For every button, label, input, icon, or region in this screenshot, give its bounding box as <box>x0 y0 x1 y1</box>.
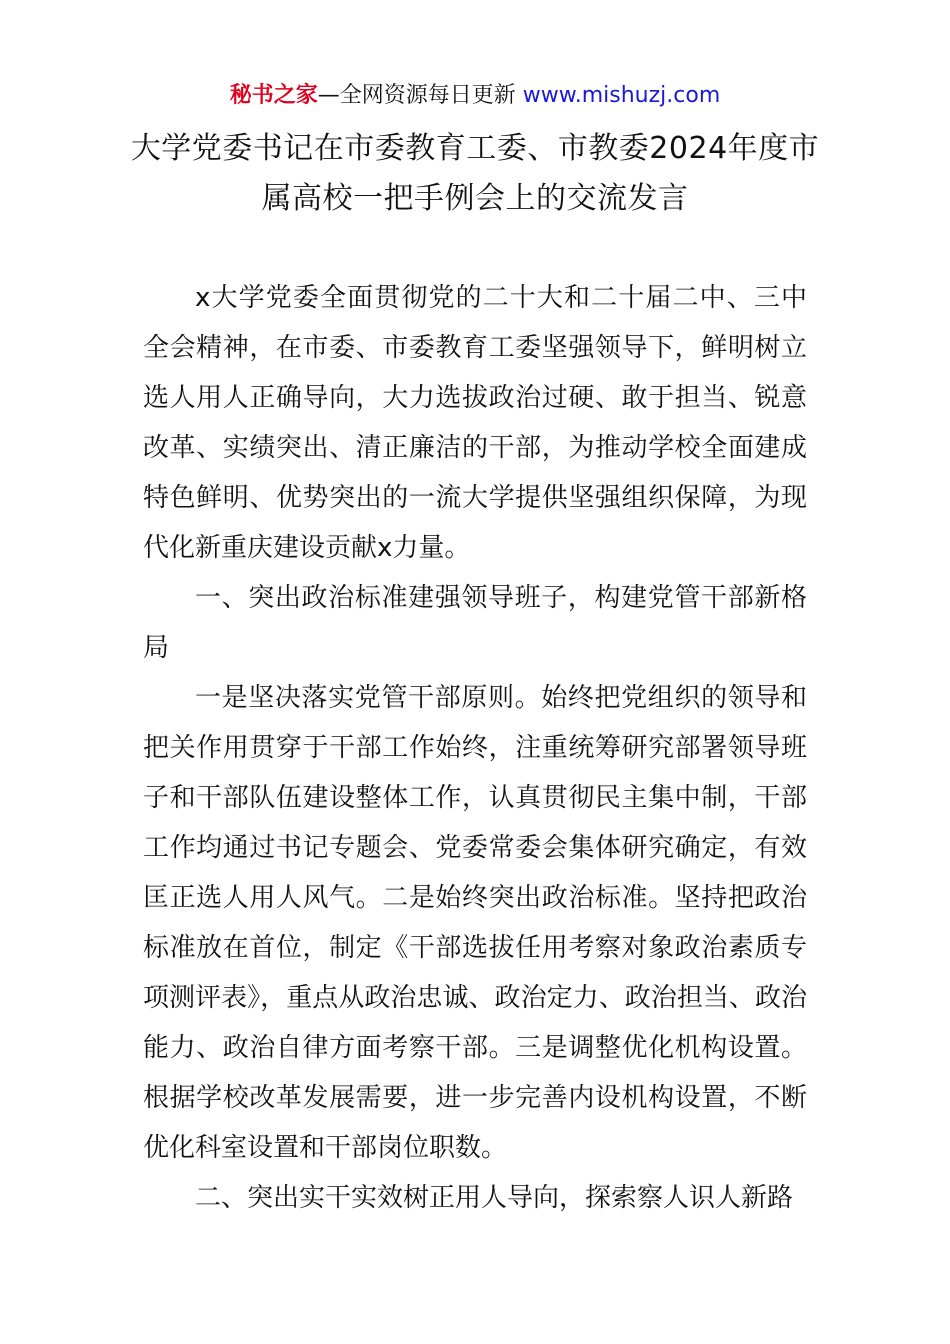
section-heading-1: 一、突出政治标准建强领导班子，构建党管干部新格局 <box>143 583 807 663</box>
intro-paragraph: x大学党委全面贯彻党的二十大和二十届二中、三中全会精神，在市委、市委教育工委坚强领导下，鲜明树立选人用人正确导向，大力选拔政治过硬、敢于担当、锐意改革、实绩突出、清正廉洁的干部，为推动学校全面建成特色鲜明、优势突出的一流大学提供坚强组织保障，为现代化新重庆建设贡献x力量。 <box>143 283 807 563</box>
section-heading-2: 二、突出实干实效树正用人导向，探索察人识人新路 <box>195 1183 794 1213</box>
site-header <box>0 80 950 112</box>
brand-name: 秘书之家 <box>229 83 318 108</box>
document-body <box>143 273 807 1223</box>
site-url-link[interactable]: www.mishuzj.com <box>522 83 721 108</box>
document-title: 大学党委书记在市委教育工委、市教委2024年度市属高校一把手例会上的交流发言 <box>130 131 820 216</box>
body-paragraph: 一是坚决落实党管干部原则。始终把党组织的领导和把关作用贯穿于干部工作始终，注重统筹研究部署领导班子和干部队伍建设整体工作，认真贯彻民主集中制，干部工作均通过书记专题会、党委常委会集体研究确定，有效匡正选人用人风气。二是始终突出政治标准。坚持把政治标准放在首位，制定《干部选拔任用考察对象政治素质专项测评表》，重点从政治忠诚、政治定力、政治担当、政治能力、政治自律方面考察干部。三是调整优化机构设置。根据学校改革发展需要，进一步完善内设机构设置，不断优化科室设置和干部岗位职数。 <box>143 683 807 1163</box>
header-tagline: —全网资源每日更新 <box>317 83 523 108</box>
